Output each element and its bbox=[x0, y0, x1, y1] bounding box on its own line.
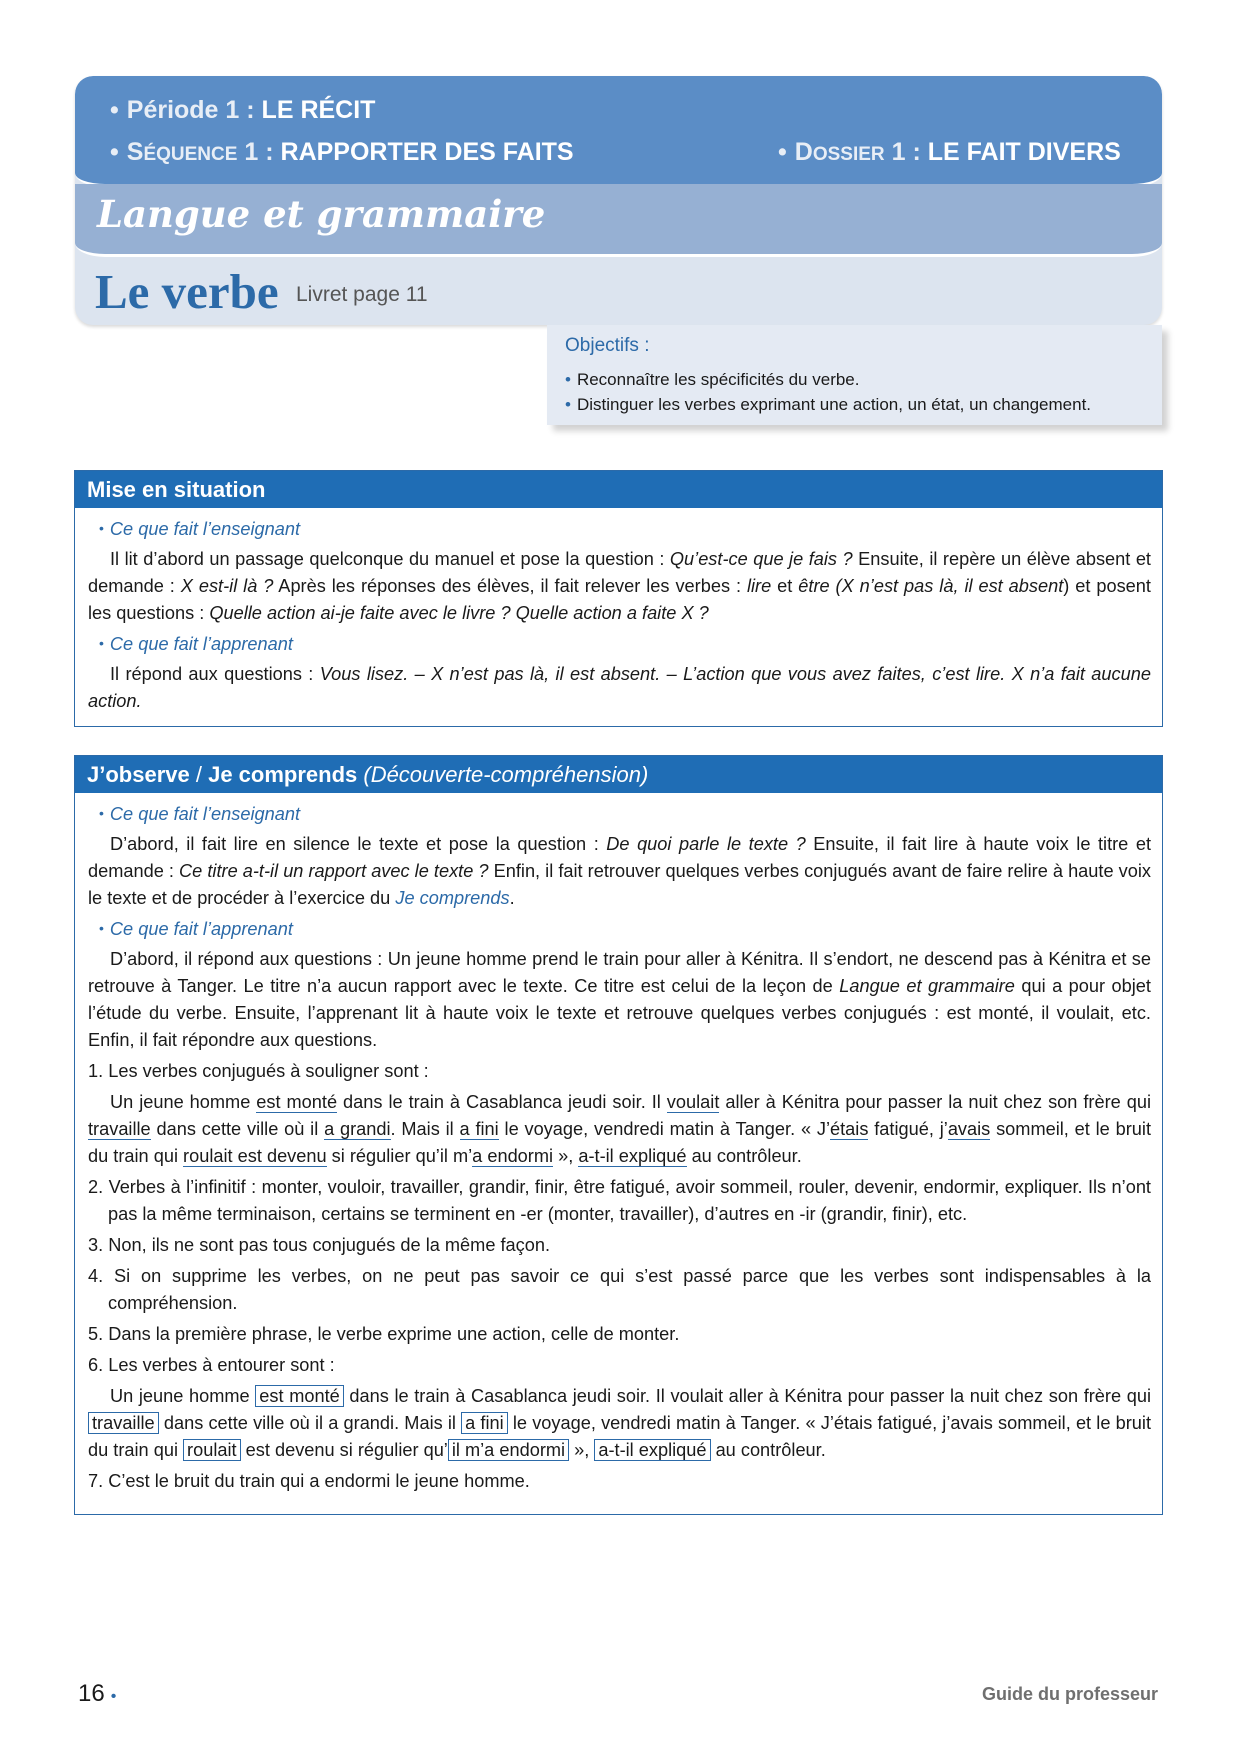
answers-list bbox=[88, 1058, 1151, 1495]
answer-1-text bbox=[88, 1089, 1151, 1170]
answer-1-underlined-verb: a grandi bbox=[324, 1119, 391, 1139]
answer-6-text-run: », bbox=[569, 1440, 595, 1460]
mise-en-situation-title: Mise en situation bbox=[75, 471, 1162, 508]
answer-1-text-run: Un jeune homme bbox=[110, 1092, 257, 1112]
footer-guide: Guide du professeur bbox=[981, 1684, 1158, 1704]
apprenant-paragraph: D’abord, il répond aux questions : Un jeune homme prend le train pour aller à Kénitra. Il s’endort, ne descend pas à Kénitra et se retrouve à Tanger. Le titre n’a aucun rapport avec le texte. Ce titre est celui de la leçon de Langue et grammaire qui a pour objet l’étude du verbe. Ensuite, l’apprenant lit à haute voix le texte et retrouve quelques verbes conjugués : est monté, il voulait, etc. Enfin, il fait répondre aux questions. bbox=[88, 949, 1151, 1050]
dossier-value: LE FAIT DIVERS bbox=[927, 138, 1121, 166]
answer-6-circled-verb: roulait bbox=[183, 1439, 241, 1461]
answer-1-underlined-verb: avais bbox=[947, 1119, 991, 1139]
header-band bbox=[75, 76, 1162, 187]
enseignant-subheading: • Ce que fait l’enseignant bbox=[88, 801, 1151, 829]
observe-comprends-box bbox=[74, 755, 1163, 1515]
objective-item: • Distinguer les verbes exprimant une action, un état, un changement. bbox=[565, 392, 1091, 417]
answer-1-text-run: si régulier qu’il m’ bbox=[326, 1146, 473, 1166]
section-title: Langue et grammaire bbox=[97, 192, 546, 236]
answer-1-underlined-verb: roulait est devenu bbox=[183, 1146, 327, 1166]
sequence-value: RAPPORTER DES FAITS bbox=[280, 138, 574, 166]
answer-1-underlined-verb: travaille bbox=[88, 1119, 151, 1139]
livret-ref: Livret page 11 bbox=[296, 283, 428, 306]
observe-comprends-title: J’observe / Je comprends (Découverte-compréhension) bbox=[75, 756, 1162, 793]
answer-6-circled-verb: est monté bbox=[255, 1385, 343, 1407]
apprenant-paragraph: Il répond aux questions : Vous lisez. – X n’est pas là, il est absent. – L’action que vous avez faites, c’est lire. X n’a fait aucune action. bbox=[88, 664, 1151, 711]
answer-1-underlined-verb: étais bbox=[830, 1119, 869, 1139]
answer-1-text-run: dans le train à Casablanca jeudi soir. Il bbox=[337, 1092, 667, 1112]
mise-en-situation-box bbox=[74, 470, 1163, 727]
answer-1-text-run: fatigué, j’ bbox=[868, 1119, 948, 1139]
answer-6-circled-verb: travaille bbox=[88, 1412, 159, 1434]
answer-5: 5. Dans la première phrase, le verbe exprime une action, celle de monter. bbox=[88, 1324, 680, 1344]
enseignant-paragraph: Il lit d’abord un passage quelconque du manuel et pose la question : Qu’est-ce que je fais ? Ensuite, il repère un élève absent et demande : X est-il là ? Après les réponses des élèves, il fait relever les verbes : lire et être (X n’est pas là, il est absent) et posent les questions : Quelle action ai-je faite avec le livre ? Quelle action a faite X ? bbox=[88, 549, 1151, 623]
answer-1-underlined-verb: a-t-il expliqué bbox=[578, 1146, 687, 1166]
answer-6-text-run: dans cette ville où il a grandi. Mais il bbox=[158, 1413, 462, 1433]
answer-6-circled-verb: a fini bbox=[461, 1412, 508, 1434]
answer-1-underlined-verb: est monté bbox=[256, 1092, 338, 1112]
answer-6-text-run: est devenu si régulier qu’ bbox=[240, 1440, 448, 1460]
answer-1-text-run: . Mais il bbox=[390, 1119, 460, 1139]
answer-1-text-run: le voyage, vendredi matin à Tanger. « J’ bbox=[498, 1119, 831, 1139]
enseignant-paragraph: D’abord, il fait lire en silence le texte et pose la question : De quoi parle le texte ? Ensuite, il fait lire à haute voix le titre et demande : Ce titre a-t-il un rapport avec le texte ? Enfin, il fait retrouver quelques verbes conjugués avant de faire relire à haute voix le texte et de procéder à l’exercice du Je comprends. bbox=[88, 834, 1151, 908]
objectives-heading: Objectifs : bbox=[565, 335, 650, 356]
answer-1-text-run: au contrôleur. bbox=[686, 1146, 802, 1166]
answer-6-text-run: dans le train à Casablanca jeudi soir. Il voulait aller à Kénitra pour passer la nuit chez son frère qui bbox=[343, 1386, 1151, 1406]
objectives-list bbox=[565, 367, 1091, 417]
objective-item: • Reconnaître les spécificités du verbe. bbox=[565, 367, 1091, 392]
page-number: 16 • bbox=[78, 1680, 117, 1707]
sequence-line: • SÉQUENCE 1 : RAPPORTER DES FAITS bbox=[110, 138, 574, 166]
answer-6-text-run: le voyage, vendredi matin à Tanger. « J’étais fatigué, j’avais sommeil, et le bruit du train qui bbox=[88, 1413, 1151, 1460]
answer-6-text-run: au contrôleur. bbox=[710, 1440, 826, 1460]
lesson-title: Le verbe bbox=[95, 264, 279, 319]
title-band bbox=[75, 257, 1162, 325]
answer-6-circled-verb: a-t-il expliqué bbox=[594, 1439, 710, 1461]
answer-6-text-run: Un jeune homme bbox=[110, 1386, 256, 1406]
answer-6-text bbox=[88, 1383, 1151, 1464]
answer-6-label: 6. Les verbes à entourer sont : bbox=[88, 1355, 335, 1375]
answer-1-text-run: aller à Kénitra pour passer la nuit chez son frère qui bbox=[719, 1092, 1151, 1112]
objectives-box bbox=[547, 325, 1162, 425]
dossier-line: • DOSSIER 1 : LE FAIT DIVERS bbox=[778, 138, 1121, 166]
periode-line: • Période 1 : LE RÉCIT bbox=[110, 96, 376, 124]
answer-3: 3. Non, ils ne sont pas tous conjugués de la même façon. bbox=[88, 1235, 551, 1255]
answer-1-label: 1. Les verbes conjugués à souligner sont : bbox=[88, 1061, 429, 1081]
apprenant-subheading: • Ce que fait l’apprenant bbox=[88, 916, 1151, 944]
lesson-header bbox=[75, 76, 1162, 325]
answer-1-underlined-verb: a fini bbox=[459, 1119, 499, 1139]
answer-1-text-run: dans cette ville où il bbox=[150, 1119, 325, 1139]
answer-1-text-run: », bbox=[553, 1146, 579, 1166]
periode-value: LE RÉCIT bbox=[261, 96, 376, 124]
answer-1-underlined-verb: voulait bbox=[666, 1092, 720, 1112]
apprenant-subheading: • Ce que fait l’apprenant bbox=[88, 631, 1151, 659]
answer-6-circled-verb: il m’a endormi bbox=[448, 1439, 569, 1461]
answer-1-text-run: sommeil, et le bruit du train qui bbox=[88, 1119, 1151, 1166]
answer-1-underlined-verb: a endormi bbox=[472, 1146, 554, 1166]
section-band bbox=[75, 184, 1162, 257]
answer-7: 7. C’est le bruit du train qui a endormi le jeune homme. bbox=[88, 1471, 530, 1491]
answer-2: 2. Verbes à l’infinitif : monter, vouloir, travailler, grandir, finir, être fatigué, avoir sommeil, rouler, devenir, endormir, expliquer. Ils n’ont pas la même terminaison, certains se terminent en -er (monter, travailler), d’autres en -ir (grandir, finir), etc. bbox=[88, 1177, 1151, 1224]
enseignant-subheading: • Ce que fait l’enseignant bbox=[88, 516, 1151, 544]
answer-4: 4. Si on supprime les verbes, on ne peut pas savoir ce qui s’est passé parce que les verbes sont indispensables à la compréhension. bbox=[88, 1266, 1151, 1313]
